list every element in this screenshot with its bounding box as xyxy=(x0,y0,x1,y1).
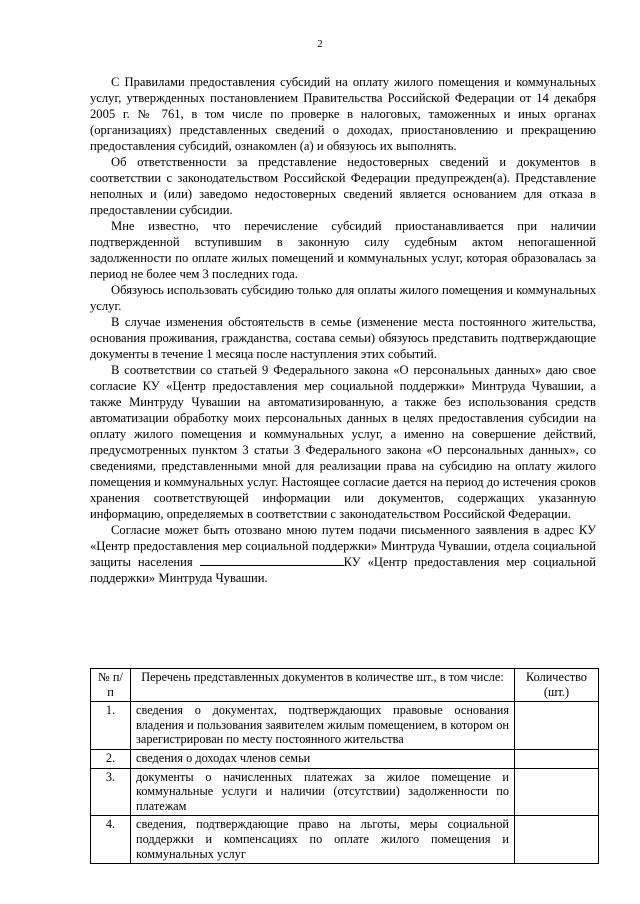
row-document-name: сведения о доходах членов семьи xyxy=(131,749,515,768)
header-num: № п/п xyxy=(91,669,131,702)
paragraph-circumstances-change: В случае изменения обстоятельств в семье (изменение места постоянного жительства, основания проживания, гражданства, состава семьи) обязуюсь представить подтверждающие документы в течение 1 месяца после наступления этих событий. xyxy=(90,315,596,361)
table-row xyxy=(91,749,599,768)
documents-table xyxy=(90,668,599,864)
row-quantity-cell[interactable] xyxy=(515,749,599,768)
row-quantity-cell[interactable] xyxy=(515,816,599,864)
row-number: 4. xyxy=(91,816,131,864)
paragraph-liability-warning: Об ответственности за представление недостоверных сведений и документов в соответствии с законодательством Российской Федерации предупрежден(а). Представление неполных и (или) заведомо недостоверных сведений является основанием для отказа в предоставлении субсидии. xyxy=(90,155,596,217)
row-document-name: сведения о документах, подтверждающих правовые основания владения и пользования заявителем жилым помещением, в котором он зарегистрирован по месту постоянного жительства xyxy=(131,702,515,750)
department-blank-field[interactable] xyxy=(200,554,344,566)
table-row xyxy=(91,702,599,750)
header-quantity: Количество (шт.) xyxy=(515,669,599,702)
paragraph-consent-revocation xyxy=(90,522,596,586)
page-number: 2 xyxy=(317,38,323,50)
revocation-text-start: Согласие может быть отозвано мною путем подачи письменного заявления в адрес КУ «Центр предоставления мер социальной поддержки» Минтруда Чувашии, отдела социальной защиты населения xyxy=(90,523,596,569)
table-row xyxy=(91,768,599,816)
paragraph-usage-obligation: Обязуюсь использовать субсидию только для оплаты жилого помещения и коммунальных услуг. xyxy=(90,283,596,313)
row-number: 1. xyxy=(91,702,131,750)
header-document-list: Перечень представленных документов в количестве шт., в том числе: xyxy=(131,669,515,702)
row-document-name: документы о начисленных платежах за жилое помещение и коммунальные услуги и наличии (отсутствии) задолженности по платежам xyxy=(131,768,515,816)
document-body xyxy=(90,74,596,586)
row-quantity-cell[interactable] xyxy=(515,768,599,816)
revocation-text-end: КУ «Центр предоставления мер социальной поддержки» Минтруда Чувашии. xyxy=(90,555,596,585)
table-row xyxy=(91,816,599,864)
row-number: 2. xyxy=(91,749,131,768)
paragraph-suspension-notice: Мне известно, что перечисление субсидий приостанавливается при наличии подтвержденной вступившим в законную силу судебным актом непогашенной задолженности по оплате жилых помещений и коммунальных услуг, которая образовалась за период не более чем 3 последних года. xyxy=(90,219,596,281)
row-number: 3. xyxy=(91,768,131,816)
row-quantity-cell[interactable] xyxy=(515,702,599,750)
paragraph-personal-data-consent: В соответствии со статьей 9 Федерального закона «О персональных данных» даю свое согласие КУ «Центр предоставления мер социальной поддержки» Минтруда Чувашии, а также Минтруду Чувашии на автоматизированную, а также без использования средств автоматизации обработку моих персональных данных в целях предоставления субсидии на оплату жилого помещения и коммунальных услуг, а именно на совершение действий, предусмотренных пунктом 3 статьи 3 Федерального закона «О персональных данных», со сведениями, представленными мной для реализации права на субсидию на оплату жилого помещения и коммунальных услуг. Настоящее согласие дается на период до истечения сроков хранения соответствующей информации или документов, содержащих указанную информацию, определяемых в соответствии с законодательством Российской Федерации. xyxy=(90,363,596,521)
table-header-row xyxy=(91,669,599,702)
paragraph-rules-acknowledgement: С Правилами предоставления субсидий на оплату жилого помещения и коммунальных услуг, утвержденных постановлением Правительства Российской Федерации от 14 декабря 2005 г. № 761, в том числе по проверке в налоговых, таможенных и иных органах (организациях) представленных сведений о доходах, приостановлению и прекращению предоставления субсидий, ознакомлен (а) и обязуюсь их выполнять. xyxy=(90,75,596,153)
row-document-name: сведения, подтверждающие право на льготы, меры социальной поддержки и компенсациях по оплате жилого помещения и коммунальных услуг xyxy=(131,816,515,864)
